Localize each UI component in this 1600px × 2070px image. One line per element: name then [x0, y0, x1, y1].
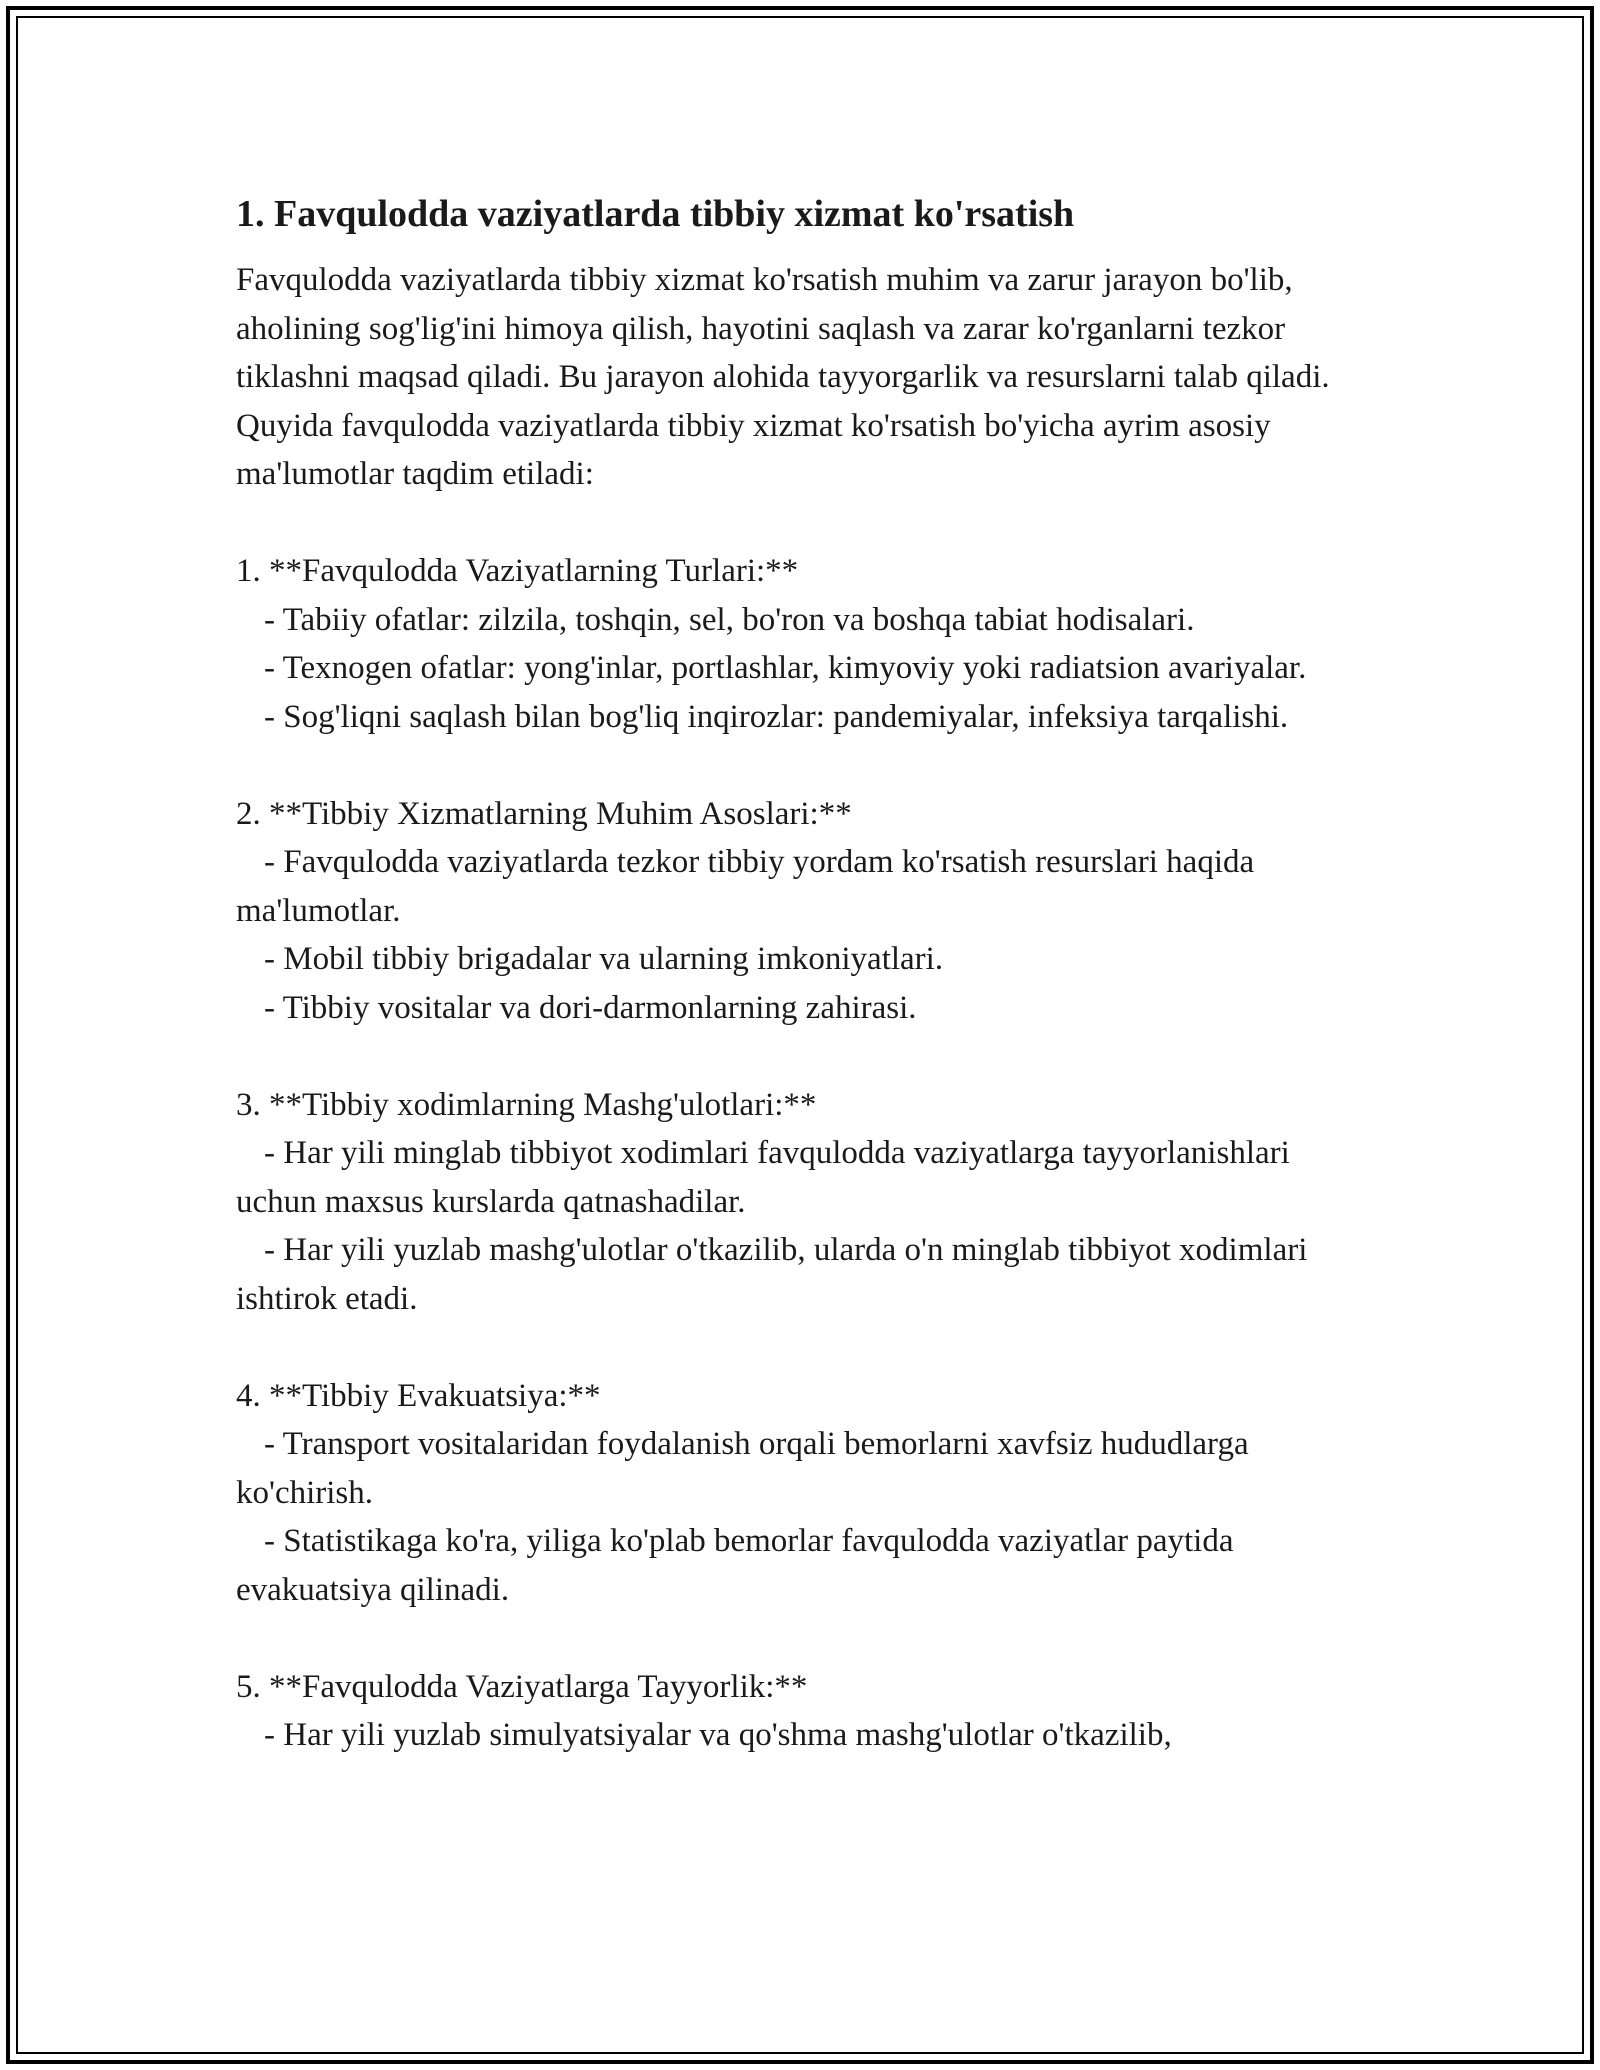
- list-item: - Har yili yuzlab simulyatsiyalar va qo'shma mashg'ulotlar o'tkazilib,: [264, 1717, 1172, 1753]
- list-item: - Tibbiy vositalar va dori-darmonlarning zahirasi.: [264, 989, 917, 1026]
- section-2: [236, 790, 1376, 1033]
- list-item: - Statistikaga ko'ra, yiliga ko'plab bemorlar favqulodda vaziyatlar paytida evakuatsiya qilinadi.: [236, 1523, 1234, 1608]
- section-3: [236, 1081, 1376, 1324]
- list-item: - Mobil tibbiy brigadalar va ularning imkoniyatlari.: [264, 941, 944, 977]
- section-heading: 1. **Favqulodda Vaziyatlarning Turlari:**: [236, 553, 799, 589]
- list-item: - Tabiiy ofatlar: zilzila, toshqin, sel, bo'ron va boshqa tabiat hodisalari.: [264, 601, 1195, 638]
- section-heading: 5. **Favqulodda Vaziyatlarga Tayyorlik:**: [236, 1668, 808, 1705]
- section-1: [236, 547, 1376, 741]
- list-item: - Sog'liqni saqlash bilan bog'liq inqirozlar: pandemiyalar, infeksiya tarqalishi.: [264, 698, 1289, 735]
- section-heading: 4. **Tibbiy Evakuatsiya:**: [236, 1377, 601, 1414]
- list-item: - Har yili yuzlab mashg'ulotlar o'tkazilib, ularda o'n minglab tibbiyot xodimlari ishtirok etadi.: [236, 1232, 1308, 1317]
- section-5: [236, 1663, 1376, 1760]
- list-item: - Texnogen ofatlar: yong'inlar, portlashlar, kimyoviy yoki radiatsion avariyalar.: [264, 650, 1307, 686]
- section-4: [236, 1372, 1376, 1615]
- section-heading: 3. **Tibbiy xodimlarning Mashg'ulotlari:**: [236, 1086, 817, 1123]
- intro-paragraph: Favqulodda vaziyatlarda tibbiy xizmat ko'rsatish muhim va zarur jarayon bo'lib, aholining sog'lig'ini himoya qilish, hayotini saqlash va zarar ko'rganlarni tezkor tiklashni maqsad qiladi. Bu jarayon alohida tayyorgarlik va resurslarni talab qiladi. Quyida favqulodda vaziyatlarda tibbiy xizmat ko'rsatish bo'yicha ayrim asosiy ma'lumotlar taqdim etiladi:: [236, 262, 1330, 492]
- list-item: - Transport vositalaridan foydalanish orqali bemorlarni xavfsiz hududlarga ko'chirish.: [236, 1426, 1249, 1511]
- section-heading: 2. **Tibbiy Xizmatlarning Muhim Asoslari:**: [236, 795, 852, 832]
- document-title: 1. Favqulodda vaziyatlarda tibbiy xizmat ko'rsatish: [236, 193, 1075, 235]
- list-item: - Favqulodda vaziyatlarda tezkor tibbiy yordam ko'rsatish resurslari haqida ma'lumotlar.: [236, 844, 1255, 929]
- sections-container: [236, 547, 1376, 1760]
- document-page: [236, 186, 1376, 1808]
- list-item: - Har yili minglab tibbiyot xodimlari favqulodda vaziyatlarga tayyorlanishlari uchun maxsus kurslarda qatnashadilar.: [236, 1135, 1290, 1220]
